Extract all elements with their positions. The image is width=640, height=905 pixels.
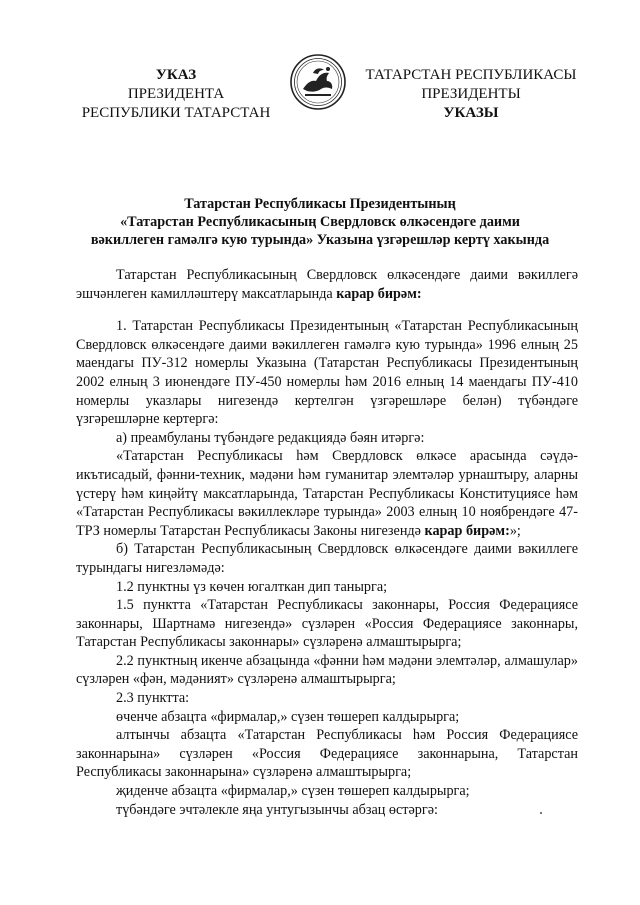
paragraph-1-5: 1.5 пунктта «Татарстан Республикасы законнары, Россия Федерациясе законнары, Шартнамә нигезендә» сүзләрен «Россия Федерациясе законнары, Татарстан Республикасы законнары» сүзләренә алмаштырырга; <box>76 597 578 651</box>
title-line-1: Татарстан Республикасы Президентының <box>184 196 456 212</box>
paragraph-1-2: 1.2 пунктны үз көчен югалткан дип танырга; <box>116 578 388 595</box>
scan-dot <box>540 812 542 814</box>
title-line-3: вәкиллеген гамәлгә кую турында» Указына үзгәрешләр кертү хакында <box>90 232 550 248</box>
paragraph-third-abzac: өченче абзацта «фирмалар,» сүзен төшереп калдырырга; <box>116 708 460 725</box>
paragraph-2-3: 2.3 пунктта: <box>116 690 190 707</box>
paragraph-2-2: 2.2 пунктның икенче абзацында «фәнни һәм мәдәни элемтәләр, алмашулар» сүзләрен «фән, мәдәният» сүзләренә алмаштырырга; <box>76 652 578 688</box>
header-right-ukazy: УКАЗЫ <box>443 105 499 121</box>
preamble-decree-phrase: карар бирәм: <box>424 522 510 539</box>
paragraph-new-abzac: түбәндәге эчтәлекле яңа унтугызынчы абзац өстәргә: <box>116 801 438 818</box>
document-body <box>76 266 578 819</box>
tatarstan-coat-of-arms-icon <box>289 53 347 111</box>
header-left-president: ПРЕЗИДЕНТА <box>127 86 225 102</box>
paragraph-b: б) Татарстан Республикасының Свердловск өлкәсендәге даими вәкиллеге турындагы нигезләмәдә: <box>76 541 578 576</box>
intro-decree-phrase: карар бирәм: <box>336 285 422 302</box>
preamble-paragraph <box>76 447 578 540</box>
preamble-text: «Татарстан Республикасы һәм Свердловск өлкәсе арасында сәүдә-икътисадый, фәнни-техник, мәдәни һәм гуманитар элемтәләр урнаштыру, аларны үстерү һәм киңәйтү максатларында, Татарстан Республикасы Конституциясе һәм «Татарстан Республикасы вәкиллекләре турында» 2003 елның 10 ноябрендәге 47-ТРЗ номерлы Татарстан Республикасы Законы нигезендә <box>76 448 578 539</box>
paragraph-1: 1. Татарстан Республикасы Президентының «Татарстан Республикасының Свердловск өлкәсендәге даими вәкиллеген гамәлгә кую турында» 1996 елның 25 маендагы ПУ-312 номерлы Указына (Татарстан Республикасы Президентының 2002 елның 3 июнендәге ПУ-450 номерлы һәм 2016 елның 14 маендагы ПУ-410 номерлы указлары нигезендә кертелгән үзгәрешләре белән) түбәндәге үзгәрешләрне кертергә: <box>76 318 578 428</box>
paragraph-a: а) преамбуланы түбәндәге редакциядә бәян итәргә: <box>116 429 425 446</box>
header-right-republic: ТАТАРСТАН РЕСПУБЛИКАСЫ <box>365 67 577 83</box>
header-left-ukaz: УКАЗ <box>155 67 197 83</box>
intro-text: Татарстан Республикасының Свердловск өлкәсендәге даими вәкиллегә эшчәнлеген камилләштерү максатларында <box>76 267 578 302</box>
document-title <box>60 195 580 249</box>
header-russian-block <box>76 66 276 123</box>
intro-paragraph <box>76 266 578 303</box>
paragraph-seventh-abzac: җиденче абзацта «фирмалар,» сүзен төшереп калдырырга; <box>116 783 470 800</box>
preamble-end: »; <box>509 522 521 539</box>
title-line-2: «Татарстан Республикасының Свердловск өлкәсендәге даими <box>120 214 520 230</box>
header-right-president: ПРЕЗИДЕНТЫ <box>421 86 521 102</box>
paragraph-sixth-abzac: алтынчы абзацта «Татарстан Республикасы һәм Россия Федерациясе законнарына» сүзләрен «Россия Федерациясе законнарына, Татарстан Республикасы законнарына» сүзләренә алмаштырырга; <box>76 727 578 781</box>
header-tatar-block <box>358 66 584 123</box>
header-left-republic: РЕСПУБЛИКИ ТАТАРСТАН <box>81 105 271 121</box>
